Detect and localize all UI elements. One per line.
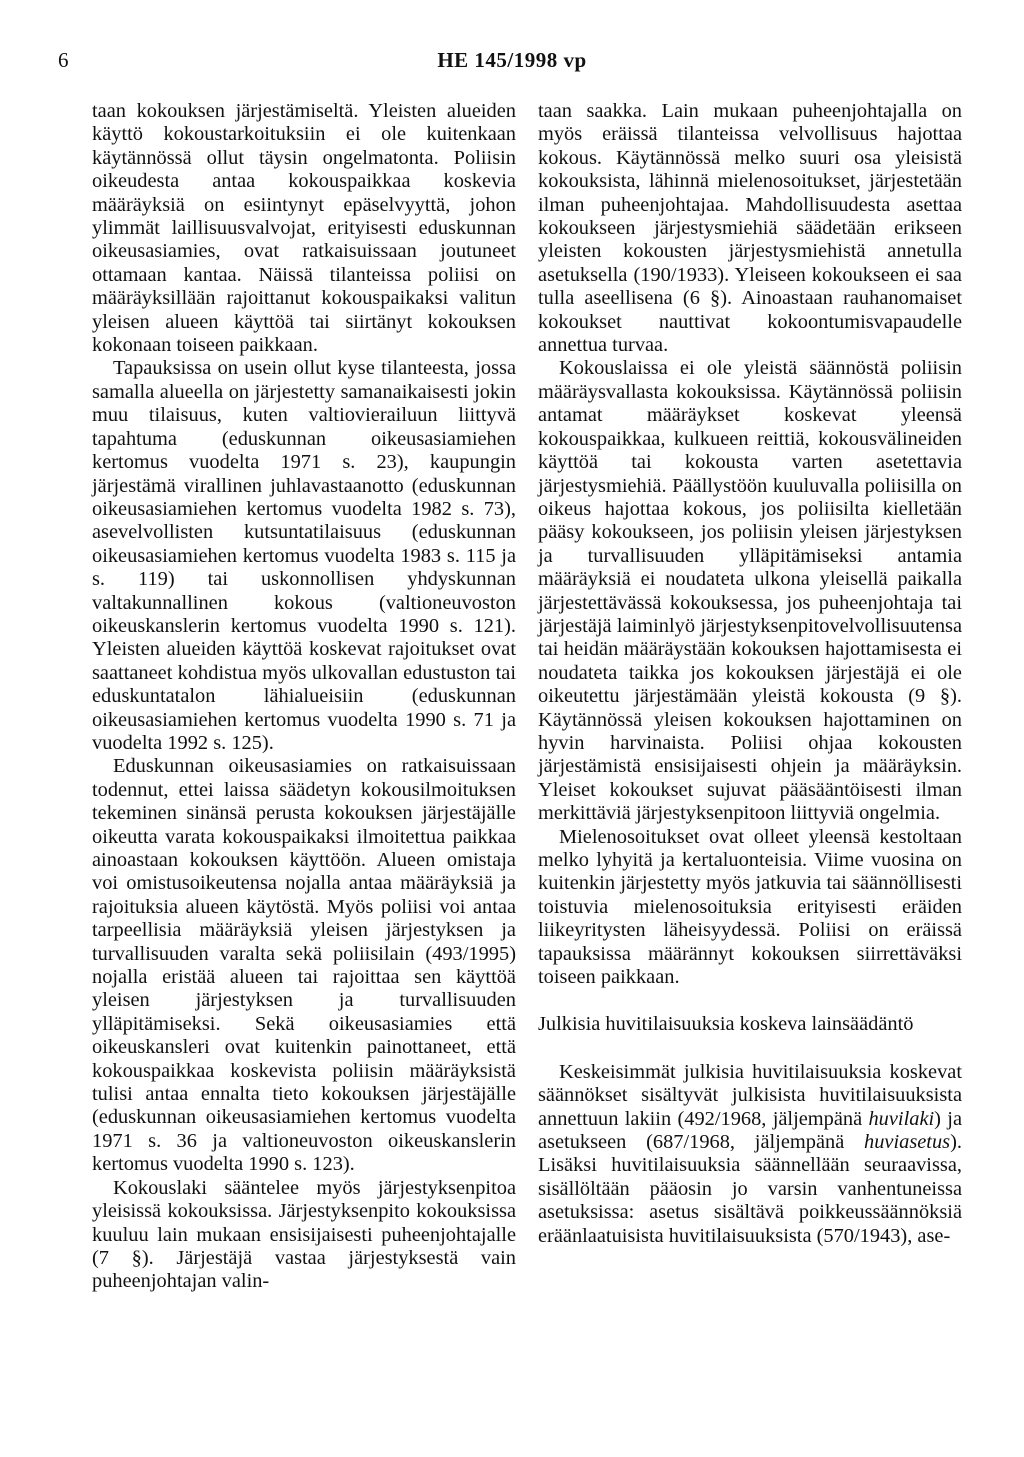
paragraph: taan kokouksen järjestämiseltä. Yleisten alueiden käyttö kokoustarkoituksiin ei ole kuitenkaan käytännössä ollut täysin ongelmatonta. Poliisin oikeudesta antaa kokouspaikkaa koskevia määräyksiä on esiintynyt epäselvyyttä, johon ylimmät laillisuusvalvojat, erityisesti eduskunnan oikeusasiamies, ovat ratkaisuissaan joutuneet ottamaan kantaa. Näissä tilanteissa poliisi on määräyksillään rajoittanut kokouspaikaksi valitun yleisen alueen käyttöä tai siirtänyt kokouksen kokonaan toiseen paikkaan. [92,100,516,357]
paragraph [538,1061,962,1248]
text-run: ) ja asetukseen (687/1968, jäljempänä [538,1107,962,1154]
paragraph: Tapauksissa on usein ollut kyse tilanteesta, jossa samalla alueella on järjestetty samanaikaisesti jokin muu tilaisuus, kuten valtiovierailuun liittyvä tapahtuma (eduskunnan oikeusasiamiehen kertomus vuodelta 1971 s. 23), kaupungin järjestämä virallinen juhlavastaanotto (eduskunnan oikeusasiamiehen kertomus vuodelta 1982 s. 73), asevelvollisten kutsuntatilaisuus (eduskunnan oikeusasiamiehen kertomus vuodelta 1983 s. 115 ja s. 119) tai uskonnollisen yhdyskunnan valtakunnallinen kokous (valtioneuvoston oikeuskanslerin kertomus vuodelta 1990 s. 121). Yleisten alueiden käyttöä koskevat rajoitukset ovat saattaneet kohdistua myös ulkovallan edustuston tai eduskuntatalon lähialueisiin (eduskunnan oikeusasiamiehen kertomus vuodelta 1990 s. 71 ja vuodelta 1992 s. 125). [92,357,516,754]
paragraph: taan saakka. Lain mukaan puheenjohtajalla on myös eräissä tilanteissa velvollisuus hajottaa kokous. Käytännössä melko suuri osa yleisistä kokouksista, lähinnä mielenosoitukset, järjestetään ilman puheenjohtajaa. Mahdollisuudesta asettaa kokoukseen järjestysmiehiä säädetään erikseen yleisten kokousten järjestysmiehistä annetulla asetuksella (190/1933). Yleiseen kokoukseen ei saa tulla aseellisena (6 §). Ainoastaan rauhanomaiset kokoukset nauttivat kokoontumisvapaudelle annettua turvaa. [538,100,962,357]
left-column [92,100,516,1294]
running-head: HE 145/1998 vp [437,48,587,72]
paragraph: Kokouslaki sääntelee myös järjestyksenpitoa yleisissä kokouksissa. Järjestyksenpito kokouksissa kuuluu lain mukaan ensisijaisesti puheenjohtajalle (7 §). Järjestäjä vastaa järjestyksestä vain puheenjohtajan valin- [92,1176,516,1293]
emphasis: huviasetus [864,1131,951,1154]
page-number: 6 [58,48,69,72]
right-column [538,100,962,1248]
paragraph: Kokouslaissa ei ole yleistä säännöstä poliisin määräysvallasta kokouksissa. Käytännössä poliisin antamat määräykset koskevat yleensä kokouspaikkaa, kulkueen reittiä, kokousvälineiden käyttöä tai kokousta varten asetettavia järjestysmiehiä. Päällystöön kuuluvalla poliisilla on oikeus hajottaa kokous, jos poliisilta kielletään pääsy kokoukseen, jos poliisin yleisen järjestyksen ja turvallisuuden ylläpitämiseksi antamia määräyksiä ei noudateta ulkona yleisellä paikalla järjestettävässä kokouksessa, jos puheenjohtaja tai järjestäjä laiminlyö järjestyksenpitovelvollisuutensa tai heidän määräystään kokouksen hajottamisesta ei noudateta taikka jos kokouksen järjestäjä ei ole oikeutettu järjestämään yleistä kokousta (9 §). Käytännössä yleisen kokouksen hajottaminen on hyvin harvinaista. Poliisi ohjaa kokousten järjestämistä ensisijaisesti ohjein ja määräyksin. Yleiset kokoukset sujuvat pääsääntöisesti ilman merkittäviä järjestyksenpitoon liittyviä ongelmia. [538,357,962,825]
paragraph: Eduskunnan oikeusasiamies on ratkaisuissaan todennut, ettei laissa säädetyn kokousilmoituksen tekeminen sinänsä perusta kokouksen järjestäjälle oikeutta varata kokouspaikaksi ilmoitettua paikkaa ainoastaan kokouksen käyttöön. Alueen omistaja voi omistusoikeutensa nojalla antaa määräyksiä ja rajoituksia alueen käytöstä. Myös poliisi voi antaa tarpeellisia määräyksiä yleisen järjestyksen ja turvallisuuden varalta sekä poliisilain (493/1995) nojalla eristää alueen tai rajoittaa sen käyttöä yleisen järjestyksen ja turvallisuuden ylläpitämiseksi. Sekä oikeusasiamies että oikeuskansleri ovat kuitenkin painottaneet, että kokouspaikkaa koskevista poliisin määräyksistä tulisi antaa ennalta tieto kokouksen järjestäjälle (eduskunnan oikeusasiamiehen kertomus vuodelta 1971 s. 36 ja valtioneuvoston oikeuskanslerin kertomus vuodelta 1990 s. 123). [92,755,516,1176]
page-header [0,48,1024,78]
emphasis: huvilaki [868,1107,935,1130]
paragraph: Mielenosoitukset ovat olleet yleensä kestoltaan melko lyhyitä ja kertaluonteisia. Viime vuosina on kuitenkin järjestetty myös jatkuvia tai säännöllisesti toistuvia mielenosoituksia erityisesti eräiden liikeyritysten läheisyydessä. Poliisi on eräissä tapauksissa määrännyt kokouksen siirrettäväksi toiseen paikkaan. [538,825,962,989]
text-run: Keskeisimmät julkisia huvitilaisuuksia koskevat säännökset sisältyvät julkisista huvitilaisuuksista annettuun lakiin (492/1968, jäljempänä [538,1060,962,1130]
text-run: ). Lisäksi huvitilaisuuksia säännellään seuraavissa, sisällöltään pääosin jo varsin vanhentuneissa asetuksissa: asetus sisältävä poikkeussäännöksiä eräänlaatuisista huvitilaisuuksista (570/1943), ase- [538,1131,962,1247]
section-heading: Julkisia huvitilaisuuksia koskeva lainsäädäntö [538,1013,914,1036]
